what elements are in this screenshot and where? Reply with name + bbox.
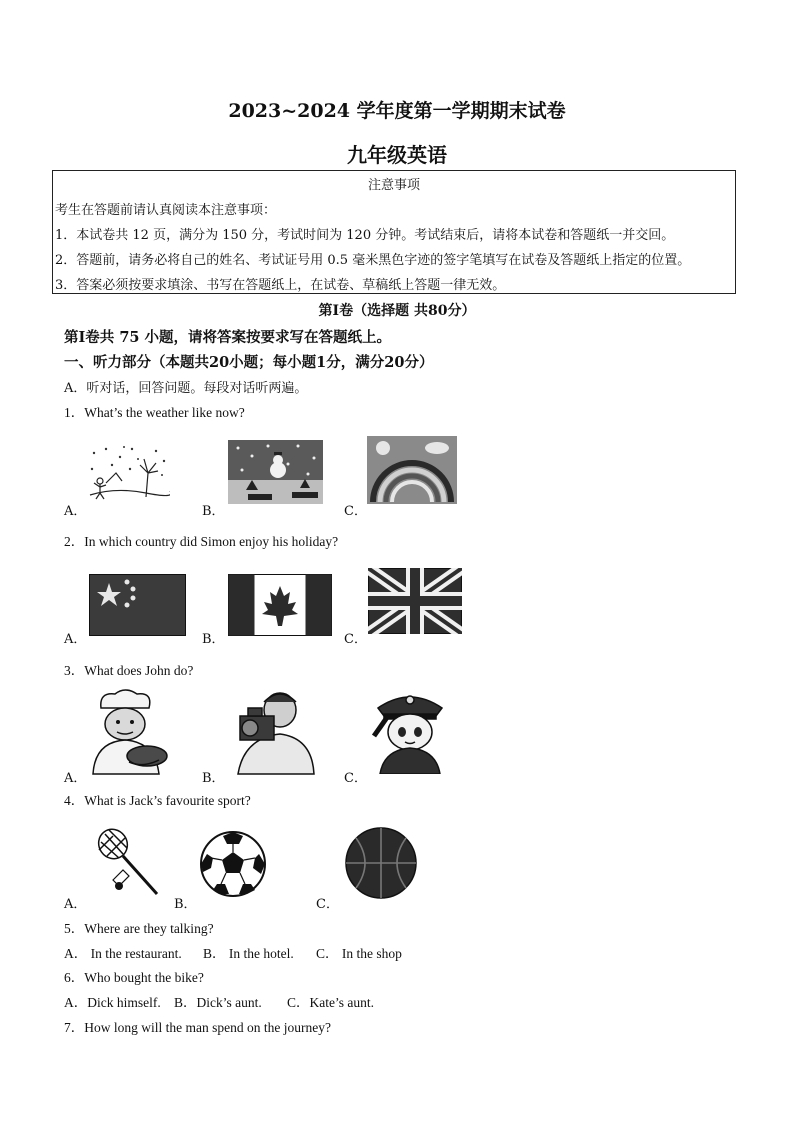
option-label: C． <box>344 771 367 786</box>
choice-a: A． In the restaurant. <box>64 946 182 961</box>
option-label: A． <box>64 771 87 786</box>
question-1: 1．What’s the weather like now? <box>64 405 245 420</box>
basketball-icon <box>344 826 418 900</box>
option-label: C． <box>316 897 339 912</box>
option-label: A． <box>64 897 87 912</box>
snowman-scene-icon <box>228 440 323 504</box>
option-label: B． <box>202 504 225 519</box>
question-2: 2．In which country did Simon enjoy his holiday? <box>64 534 339 549</box>
uk-flag-icon <box>368 568 462 634</box>
question-7: 7．How long will the man spend on the journey? <box>64 1020 331 1035</box>
football-icon <box>199 830 267 898</box>
option-label: B． <box>202 632 225 647</box>
exam-title: 2023~2024 学年度第一学期期末试卷 <box>228 100 566 122</box>
option-label: A． <box>64 632 87 647</box>
question-6: 6．Who bought the bike? <box>64 970 204 985</box>
choice-b: B．Dick’s aunt. <box>174 995 262 1010</box>
part-title: 一、听力部分（本题共20小题；每小题1分，满分20分） <box>64 354 434 371</box>
notice-item: 1．本试卷共 12 页，满分为 150 分，考试时间为 120 分钟。考试结束后，请将本试卷和答题纸一并交回。 <box>55 228 675 243</box>
notice-item: 2．答题前，请务必将自己的姓名、考试证号用 0.5 毫米黑色字迹的签字笔填写在试卷及答题纸上指定的位置。 <box>55 253 691 268</box>
sub-instruction: A．听对话，回答问题。每段对话听两遍。 <box>64 381 308 396</box>
choice-c: C．Kate’s aunt. <box>287 995 374 1010</box>
policeman-icon <box>370 686 450 774</box>
notice-item: 3．答案必须按要求填涂、书写在答题纸上，在试卷、草稿纸上答题一律无效。 <box>55 278 506 293</box>
question-5: 5．Where are they talking? <box>64 921 214 936</box>
option-label: A． <box>64 504 87 519</box>
rainbow-icon <box>367 436 457 504</box>
option-label: C． <box>344 632 367 647</box>
notice-heading: 注意事项 <box>367 178 420 193</box>
badminton-icon <box>95 826 165 900</box>
notice-box <box>52 170 736 294</box>
question-4: 4．What is Jack’s favourite sport? <box>64 793 251 808</box>
choice-c: C． In the shop <box>316 946 402 961</box>
choice-b: B． In the hotel. <box>203 946 294 961</box>
option-label: B． <box>174 897 197 912</box>
notice-intro: 考生在答题前请认真阅读本注意事项： <box>55 203 277 218</box>
china-flag-icon <box>89 574 186 636</box>
snowy-windy-icon <box>86 443 170 503</box>
cook-icon <box>85 686 173 776</box>
cameraman-icon <box>228 686 318 776</box>
option-label: C． <box>344 504 367 519</box>
question-3: 3．What does John do? <box>64 663 194 678</box>
canada-flag-icon <box>228 574 332 636</box>
option-label: B． <box>202 771 225 786</box>
instruction: 第Ⅰ卷共 75 小题，请将答案按要求写在答题纸上。 <box>64 329 392 346</box>
section-title: 第Ⅰ卷（选择题 共80分） <box>318 303 476 319</box>
choice-a: A．Dick himself. <box>64 995 161 1010</box>
exam-subtitle: 九年级英语 <box>347 143 447 167</box>
